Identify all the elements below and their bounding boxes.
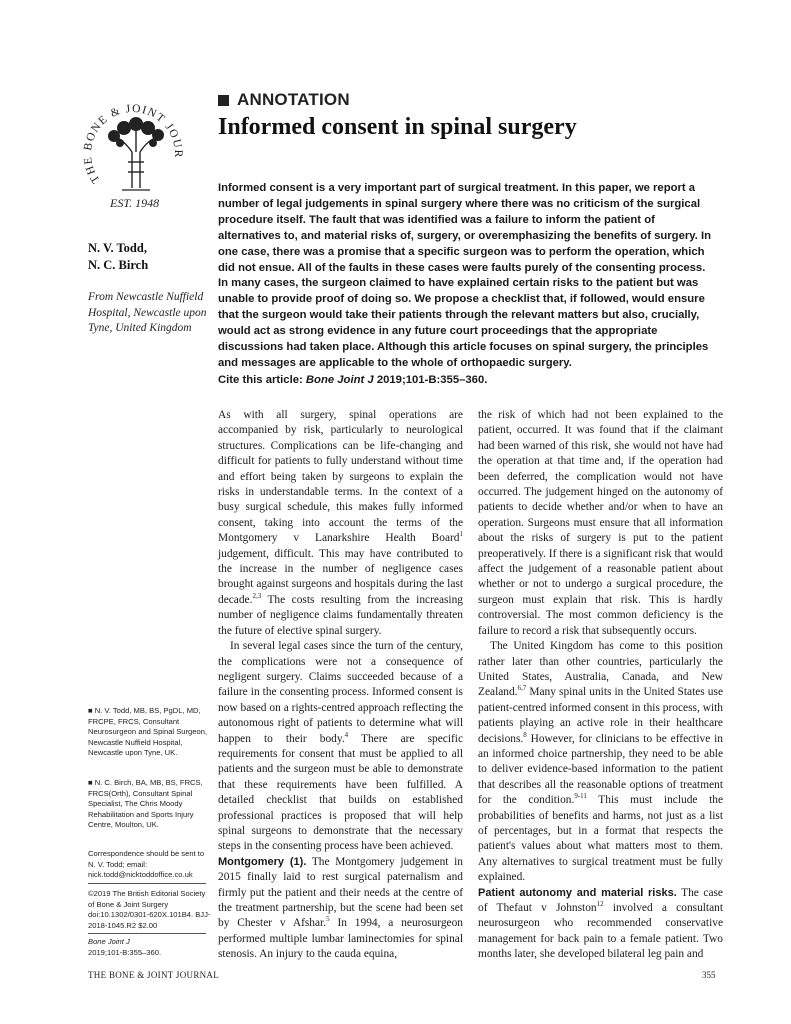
citation-journal: Bone Joint J xyxy=(305,374,374,386)
divider xyxy=(88,933,206,934)
body-paragraph: The United Kingdom has come to this position rather later than other countries, particularly the United States, Australia, Canada, and New Zealand.$^{6,7}$ Many spinal units in the United States use patient-centred informed consent in this process, with patients playing an active role in their healthcare decisions.$^8$ However, for clinicians to be effective in an informed choice partnership, they need to be able to deliver evidence-based information to the patient that describes all the reasonable options of treatment for the condition.$^{9-11}$ This must include the probabilities of benefits and harms, not just as a list of percentages, but in a format that respects the patient's values about what matters most to them. Any alternatives to surgical treatment must be fully explained. xyxy=(478,640,723,884)
body-column-left xyxy=(218,408,463,963)
journal-reference: Bone Joint J 2019;101-B:355–360. xyxy=(88,937,162,957)
logo-arc-text: THE BONE & JOINT JOUR xyxy=(81,102,185,186)
tree-icon xyxy=(118,130,156,188)
tree-logo-icon xyxy=(80,80,190,220)
citation-label: Cite this article: xyxy=(218,374,303,386)
body-paragraph: In several legal cases since the turn of the century, the complications were not a consequence of negligent surgery. Claims succeeded because of a failure in the consenting process. Informed consent is now based on a rights-centred approach reflecting the autonomous right of patients to determine what will happen to their body.$^4$ There are specific requirements for consent that must be applied to all patients and the surgeon must be able to demonstrate that these requirements have been fulfilled. A detailed checklist that builds on established professional practices is proposed that will help spinal surgeons to demonstrate that the necessary steps in the consenting process have been achieved. xyxy=(218,640,463,853)
body-paragraph: Patient autonomy and material risks. The case of Thefaut v Johnston$^{12}$ involved a consultant neurosurgeon who recommended conservative management for back pain to a female patient. Two months later, she developed bilateral leg pain and xyxy=(478,886,724,961)
citation-ref: 2019;101-B:355–360. xyxy=(376,374,488,386)
article-title: Informed consent in spinal surgery xyxy=(218,114,577,140)
page-number: 355 xyxy=(702,970,716,980)
correspondence: Correspondence should be sent to N. V. Todd; email: nick.todd@nicktoddoffice.co.uk xyxy=(88,849,205,880)
body-paragraph: Montgomery (1). The Montgomery judgement in 2015 finally laid to rest surgical paternalism and firmly put the patient and their needs at the centre of the treatment partnership, but the scene had been set by Chester v Afshar.$^5$ In 1994, a neurosurgeon performed multiple lumbar laminectomies for spinal stenosis. An injury to the cauda equina, xyxy=(218,855,464,961)
footer-journal-name: THE BONE & JOINT JOURNAL xyxy=(88,970,220,980)
square-bullet-icon xyxy=(218,95,229,106)
copyright-notice: ©2019 The British Editorial Society of Bone & Joint Surgery doi:10.1302/0301-620X.101B4. BJJ-2018-1045.R2 $2.00 xyxy=(88,889,211,930)
author-list xyxy=(88,240,148,273)
author-name: N. V. Todd, xyxy=(88,241,147,255)
author-name: N. C. Birch xyxy=(88,257,149,272)
run-in-heading: Patient autonomy and material risks. xyxy=(478,886,677,899)
body-paragraph: the risk of which had not been explained to the patient, occurred. It was found that if the claimant had been warned of this risk, she would not have had the operation at that time and, if the operation had been deferred, the complication would not have occurred. The judgement hinged on the autonomy of patients to decide whether and/or when to have an operation. Surgeons must ensure that all information about the risks of surgery is put to the patient preoperatively. If there is a significant risk that would affect the judgement of a reasonable patient about whether or not to undergo a surgical procedure, the surgeon must explain that risk. This is hardly controversial. The most common deficiency is the failure to record a risk that subsequently occurs. xyxy=(478,409,723,637)
section-label-text: ANNOTATION xyxy=(237,90,350,109)
body-paragraph: As with all surgery, spinal operations are accompanied by risk, particularly to neurological structures. Complications can be life-changing and difficult for patients to fully understand without time and effort being taken by surgeons to explain the risks in understandable terms. In the context of a busy surgical schedule, this makes fully informed consent, taking into account the terms of the Montgomery v Lanarkshire Health Board$^1$ judgement, difficult. This may have contributed to the increase in the number of negligence cases brought against surgeons and hospitals during the last decade.$^{2,3}$ The costs resulting from the increasing number of negligence claims fundamentally threaten the future of elective spinal surgery. xyxy=(218,409,463,637)
logo-est-text: EST. 1948 xyxy=(110,196,160,210)
author-bio-1: ■ N. V. Todd, MB, BS, PgDL, MD, FRCPE, FRCS, Consultant Neurosurgeon and Spinal Surgeon, Newcastle Nuffield Hospital, Newcastle upon Tyne, UK. xyxy=(88,706,208,758)
author-bio-2: ■ N. C. Birch, BA, MB, BS, FRCS, FRCS(Orth), Consultant Spinal Specialist, The Chris Moody Rehabilitation and Sports Injury Centre, Moulton, UK. xyxy=(88,778,203,830)
body-column-right xyxy=(478,408,723,963)
divider xyxy=(88,883,206,884)
section-label xyxy=(218,90,350,110)
run-in-heading: Montgomery (1). xyxy=(218,855,307,868)
journal-logo xyxy=(80,80,190,220)
affiliation: From Newcastle Nuffield Hospital, Newcastle upon Tyne, United Kingdom xyxy=(88,291,207,334)
citation-line xyxy=(218,374,487,386)
abstract: Informed consent is a very important part of surgical treatment. In this paper, we report a number of legal judgements in spinal surgery where there was no criticism of the surgical procedure itself. The fault that was identified was a failure to inform the patient of alternatives to, and material risks of, surgery, or overemphasizing the benefits of surgery. In one case, there was a promise that a specific surgeon was to perform the operation, which did not ensue. All of the faults in these cases were faults purely of the consenting process. In many cases, the surgeon claimed to have explained certain risks to the patient but was unable to provide proof of doing so. We propose a checklist that, if followed, would ensure that the surgeon would take their patients through the relevant matters but also, crucially, would act as strong evidence in any future court proceedings that the appropriate discussions had taken place. Although this article focuses on spinal surgery, the principles and messages are applicable to the whole of orthopaedic surgery. xyxy=(218,182,712,369)
